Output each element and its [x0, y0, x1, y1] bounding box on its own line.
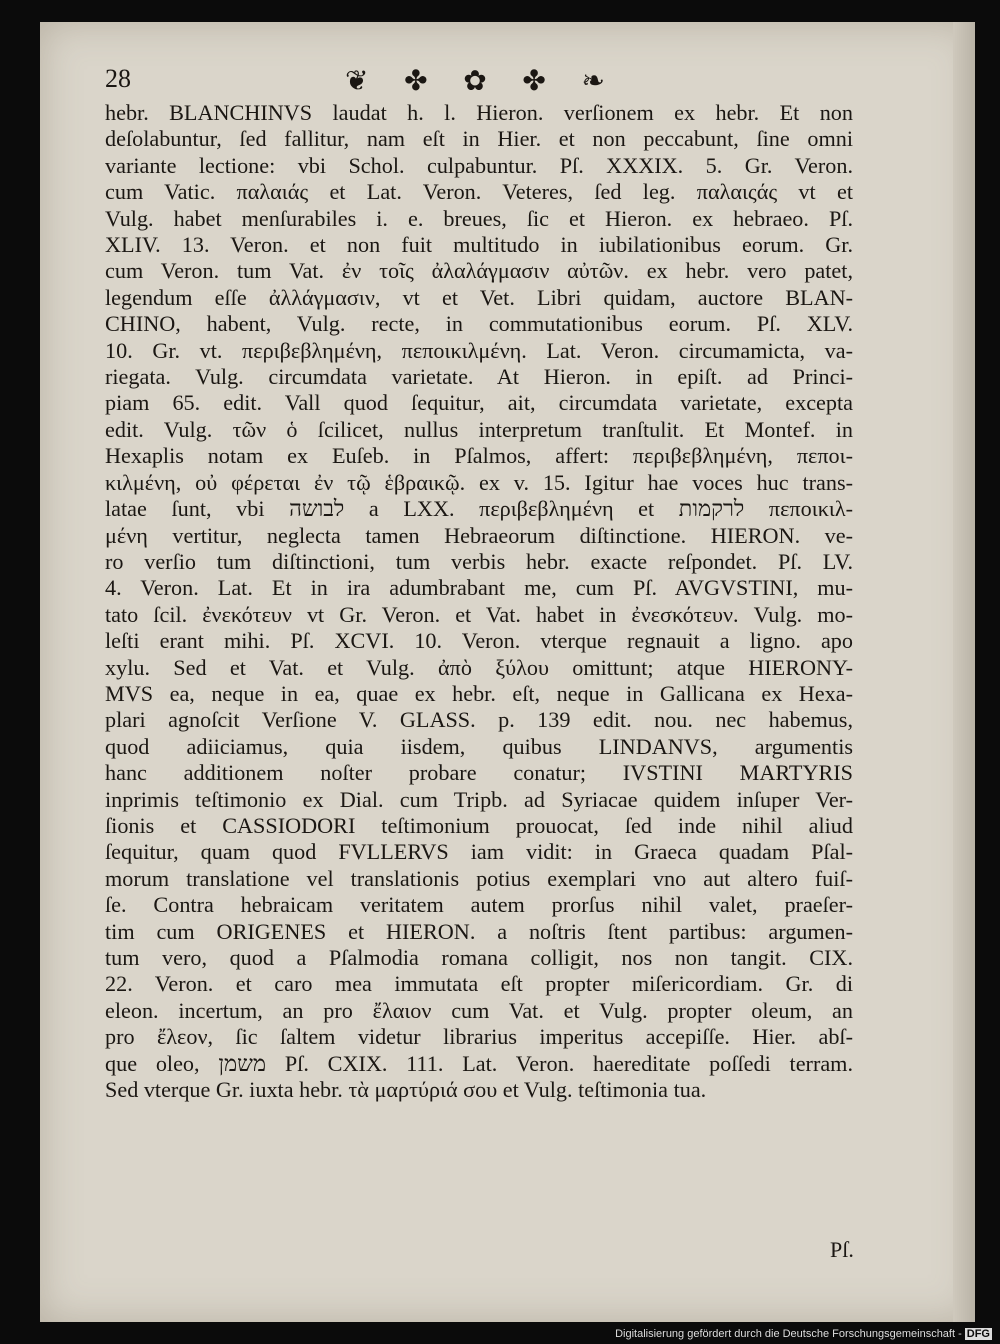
- text-line: riegata. Vulg. circumdata varietate. At Hieron. in epiſt. ad Princi-: [105, 364, 853, 390]
- text-line: tum vero, quod a Pſalmodia romana colligit, nos non tangit. CIX.: [105, 945, 853, 970]
- text-line: latae ſunt, vbi לבושה a LXX. περιβεβλημένη et לרקמות πεποικιλ-: [105, 496, 853, 522]
- text-line: Hexaplis notam ex Euſeb. in Pſalmos, affert: περιβεβλημένη, πεποι-: [105, 443, 853, 469]
- text-line: κιλμένη, οὐ φέρεται ἐν τῷ ἑβραικῷ. ex v. 15. Igitur hae voces huc trans-: [105, 469, 853, 495]
- text-line: XLIV. 13. Veron. et non fuit multitudo in iubilationibus eorum. Gr.: [105, 232, 853, 258]
- text-line: Sed vterque Gr. iuxta hebr. τὰ μαρτύριά σου et Vulg. teſtimonia tua.: [105, 1077, 707, 1103]
- text-line: edit. Vulg. τῶν ὁ ſcilicet, nullus interpretum tranſtulit. Et Montef. in: [105, 416, 853, 442]
- text-line: ro verſio tum diſtinctioni, tum verbis hebr. exacte reſpondet. Pſ. LV.: [105, 548, 853, 574]
- body-text: [105, 100, 853, 1103]
- text-line: tato ſcil. ἐνεκότευν vt Gr. Veron. et Vat. habet in ἐνεσκότευν. Vulg. mo-: [105, 601, 853, 627]
- text-line: xylu. Sed et Vat. et Vulg. ἀπὸ ξύλου omittunt; atque HIERONY-: [105, 654, 853, 680]
- text-line: morum translatione vel translationis potius exemplari vno aut altero fuiſ-: [105, 865, 853, 891]
- text-line: MVS ea, neque in ea, quae ex hebr. eſt, neque in Gallicana ex Hexa-: [105, 680, 853, 706]
- page-number: 28: [105, 64, 131, 93]
- header-ornament: [345, 62, 605, 102]
- text-line: tim cum ORIGENES et HIERON. a noſtris ſtent partibus: argumen-: [105, 918, 853, 944]
- text-line: deſolabuntur, ſed fallitur, nam eſt in Hier. et non peccabunt, ſine omni: [105, 126, 853, 152]
- text-line: ſe. Contra hebraicam veritatem autem prorſus nihil valet, praeſer-: [105, 892, 853, 918]
- text-line: hebr. BLANCHINVS laudat h. l. Hieron. verſionem ex hebr. Et non: [105, 100, 853, 125]
- star-flower-icon: ✤: [404, 66, 428, 97]
- text-line: plari agnoſcit Verſione V. GLASS. p. 139 edit. nou. nec habemus,: [105, 707, 853, 733]
- star-flower-icon: ✤: [522, 66, 546, 97]
- text-line: ſequitur, quam quod FVLLERVS iam vidit: in Graeca quadam Pſal-: [105, 839, 853, 865]
- text-line: eleon. incertum, an pro ἔλαιον cum Vat. et Vulg. propter oleum, an: [105, 997, 853, 1023]
- text-line: 4. Veron. Lat. Et in ira adumbrabant me, cum Pſ. AVGVSTINI, mu-: [105, 575, 853, 601]
- text-line: hanc additionem noſter probare conatur; IVSTINI MARTYRIS: [105, 760, 853, 786]
- text-line: que oleo, משמן Pſ. CXIX. 111. Lat. Veron. haereditate poſſedi terram.: [105, 1050, 853, 1076]
- text-line: μένη vertitur, neglecta tamen Hebraeorum diſtinctione. HIERON. ve-: [105, 522, 853, 548]
- text-line: piam 65. edit. Vall quod ſequitur, ait, circumdata varietate, excepta: [105, 390, 853, 416]
- text-line: 22. Veron. et caro mea immutata eſt propter miſericordiam. Gr. di: [105, 971, 853, 997]
- footer-text: Digitalisierung gefördert durch die Deutsche Forschungsgemeinschaft -: [615, 1328, 962, 1340]
- fleuron-icon: ❦: [345, 66, 369, 97]
- text-line: pro ἔλεον, ſic ſaltem videtur librarius imperitus accepiſſe. Hier. abſ-: [105, 1024, 853, 1050]
- text-line: ſionis et CASSIODORI teſtimonium prouocat, ſed inde nihil aliud: [105, 812, 853, 838]
- fleuron-icon: ❧: [581, 66, 605, 97]
- catchword: Pſ.: [830, 1237, 854, 1262]
- digitization-footer: [615, 1328, 992, 1340]
- text-line: cum Vatic. παλαιάς et Lat. Veron. Veteres, ſed leg. παλαιςάς vt et: [105, 179, 853, 205]
- floral-icon: ✿: [463, 66, 487, 97]
- text-line: variante lectione: vbi Schol. culpabuntur. Pſ. XXXIX. 5. Gr. Veron.: [105, 152, 853, 178]
- text-line: Vulg. habet menſurabiles i. e. breues, ſic et Hieron. ex hebraeo. Pſ.: [105, 205, 853, 231]
- page-edge: [953, 22, 975, 1322]
- text-line: legendum eſſe ἀλλάγμασιν, vt et Vet. Libri quidam, auctore BLAN-: [105, 284, 853, 310]
- text-line: inprimis teſtimonio ex Dial. cum Tripb. ad Syriacae quidem inſuper Ver-: [105, 786, 853, 812]
- text-line: quod adiiciamus, quia iisdem, quibus LINDANVS, argumentis: [105, 733, 853, 759]
- text-line: cum Veron. tum Vat. ἐν τοῖς ἀλαλάγμασιν αὐτῶν. ex hebr. vero patet,: [105, 258, 853, 284]
- dfg-logo: DFG: [966, 1328, 990, 1340]
- text-line: leſti erant mihi. Pſ. XCVI. 10. Veron. vterque regnauit a ligno. apo: [105, 628, 853, 654]
- text-line: 10. Gr. vt. περιβεβλημένη, πεποικιλμένη. Lat. Veron. circumamicta, va-: [105, 337, 853, 363]
- text-line: CHINO, habent, Vulg. recte, in commutationibus eorum. Pſ. XLV.: [105, 311, 853, 337]
